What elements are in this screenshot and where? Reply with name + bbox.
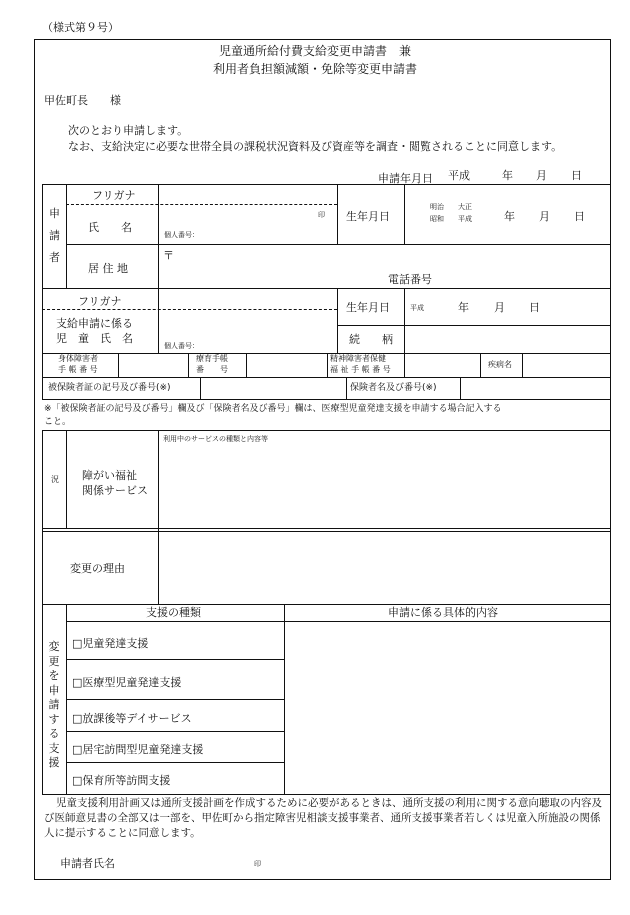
support-item-label: 放課後等デイサービス [82, 712, 192, 725]
child-relation-field[interactable] [405, 326, 609, 352]
child-relation-label: 続 柄 [349, 333, 393, 346]
checkbox-icon[interactable]: □ [72, 774, 83, 787]
support-type-header: 支援の種類 [146, 606, 201, 619]
mental-handbook-field[interactable] [405, 354, 479, 376]
insured-field[interactable] [201, 378, 345, 398]
support-item-2[interactable] [72, 674, 181, 690]
child-name-label-1: 支給申請に係る [56, 317, 133, 330]
applicant-name-label: 氏 名 [88, 221, 132, 234]
child-birth-era: 平成 [410, 304, 424, 312]
intro-line2: なお、支給決定に必要な世帯全員の課税状況資料及び資産等を調査・閲覧されることに同意します。 [68, 140, 563, 153]
child-birth-month: 月 [494, 301, 505, 314]
child-name-label-2: 児 童 氏 名 [56, 332, 133, 345]
rehab-handbook-label-2: 番 号 [196, 365, 228, 374]
applicant-address-label: 居 住 地 [88, 262, 128, 275]
checkbox-icon[interactable]: □ [72, 743, 83, 756]
applicant-label-3: 者 [49, 251, 60, 264]
support-item-label: 保育所等訪問支援 [82, 774, 171, 787]
applicant-birth-year: 年 [504, 210, 515, 223]
era-taisho: 大正 [458, 203, 472, 211]
support-side-label: 変更を申請する支援 [48, 640, 60, 769]
services-label-1: 障がい福祉 [82, 469, 137, 482]
support-item-4[interactable] [72, 741, 203, 757]
support-item-3[interactable] [72, 710, 192, 726]
support-item-label: 児童発達支援 [82, 637, 149, 650]
child-birthdate-label: 生年月日 [346, 301, 390, 314]
rehab-handbook-field[interactable] [247, 354, 326, 376]
form-title-line2: 利用者負担額減額・免除等変更申請書 [212, 62, 417, 76]
form-title-line1: 児童通所給付費支給変更申請書 兼 [218, 44, 411, 58]
applicant-label-2: 請 [49, 229, 60, 242]
application-date-era: 平成 [448, 169, 470, 182]
support-item-5[interactable] [72, 772, 170, 788]
applicant-furigana-label: フリガナ [92, 189, 136, 202]
checkbox-icon[interactable]: □ [72, 712, 83, 725]
era-showa: 昭和 [430, 215, 444, 223]
applicant-birth-month: 月 [539, 210, 550, 223]
child-furigana-field[interactable] [159, 289, 336, 308]
physical-handbook-field[interactable] [119, 354, 187, 376]
applicant-birthdate-label: 生年月日 [346, 210, 390, 223]
application-date-month: 月 [536, 169, 547, 182]
child-birth-day: 日 [529, 301, 540, 314]
checkbox-icon[interactable]: □ [72, 637, 83, 650]
intro-line1: 次のとおり申請します。 [68, 124, 189, 137]
applicant-phone-label: 電話番号 [388, 273, 432, 286]
rehab-handbook-label-1: 療育手帳 [196, 354, 228, 363]
disease-field[interactable] [523, 354, 609, 376]
application-date-year: 年 [502, 169, 513, 182]
insurance-note-line1: ※「被保険者証の記号及び番号」欄及び「保険者名及び番号」欄は、医療型児童発達支援を申請する場合記入する [44, 404, 502, 414]
postal-mark: 〒 [163, 249, 174, 262]
consent-text: 児童支援利用計画又は通所支援計画を作成するために必要があるときは、通所支援の利用に関する意向聴取の内容及び医師意見書の全部又は一部を、甲佐町から指定障害児相談支援事業者、通所支援事業者若しくは児童入所施設の関係人に提示することに同意します。 [44, 797, 602, 839]
services-side-label: 況 [51, 475, 59, 484]
child-personal-number-label: 個人番号： [164, 342, 199, 350]
signature-seal: 印 [254, 860, 261, 868]
applicant-label-1: 申 [49, 207, 60, 220]
child-furigana-label: フリガナ [78, 295, 122, 308]
applicant-birth-day: 日 [574, 210, 585, 223]
support-detail-header: 申請に係る具体的内容 [388, 606, 498, 619]
applicant-seal: 印 [318, 211, 325, 219]
applicant-personal-number-label: 個人番号： [164, 231, 199, 239]
services-content-label: 利用中のサービスの種類と内容等 [163, 435, 268, 443]
era-meiji: 明治 [430, 203, 444, 211]
services-content-field[interactable] [159, 445, 609, 527]
disease-label: 疾病名 [488, 360, 512, 369]
reason-field[interactable] [159, 532, 609, 603]
era-heisei: 平成 [458, 215, 472, 223]
insurer-field[interactable] [461, 378, 609, 398]
support-item-1[interactable] [72, 635, 148, 651]
mental-handbook-label-1: 精神障害者保健 [330, 354, 386, 363]
support-detail-field[interactable] [285, 622, 609, 793]
mental-handbook-label-2: 福 祉 手 帳 番 号 [330, 365, 391, 374]
form-number: （様式第９号） [42, 21, 119, 34]
signature-field[interactable] [125, 852, 245, 872]
physical-handbook-label-2: 手 帳 番 号 [58, 365, 98, 374]
child-birth-year: 年 [458, 301, 469, 314]
physical-handbook-label-1: 身体障害者 [58, 354, 98, 363]
insured-label: 被保険者証の記号及び番号(※) [48, 383, 171, 393]
checkbox-icon[interactable]: □ [72, 676, 83, 689]
applicant-furigana-field[interactable] [159, 185, 336, 203]
reason-label: 変更の理由 [70, 562, 125, 575]
services-label-2: 関係サービス [82, 484, 148, 497]
applicant-address-field[interactable] [159, 245, 609, 287]
application-date-label: 申請年月日 [378, 172, 433, 185]
support-item-label: 医療型児童発達支援 [82, 676, 182, 689]
support-item-label: 居宅訪問型児童発達支援 [82, 743, 204, 756]
insurance-note-line2: こと。 [44, 417, 72, 427]
insurer-label: 保険者名及び番号(※) [350, 383, 437, 393]
addressee: 甲佐町長 様 [44, 94, 121, 107]
application-date-day: 日 [571, 169, 582, 182]
signature-label: 申請者氏名 [60, 857, 115, 870]
